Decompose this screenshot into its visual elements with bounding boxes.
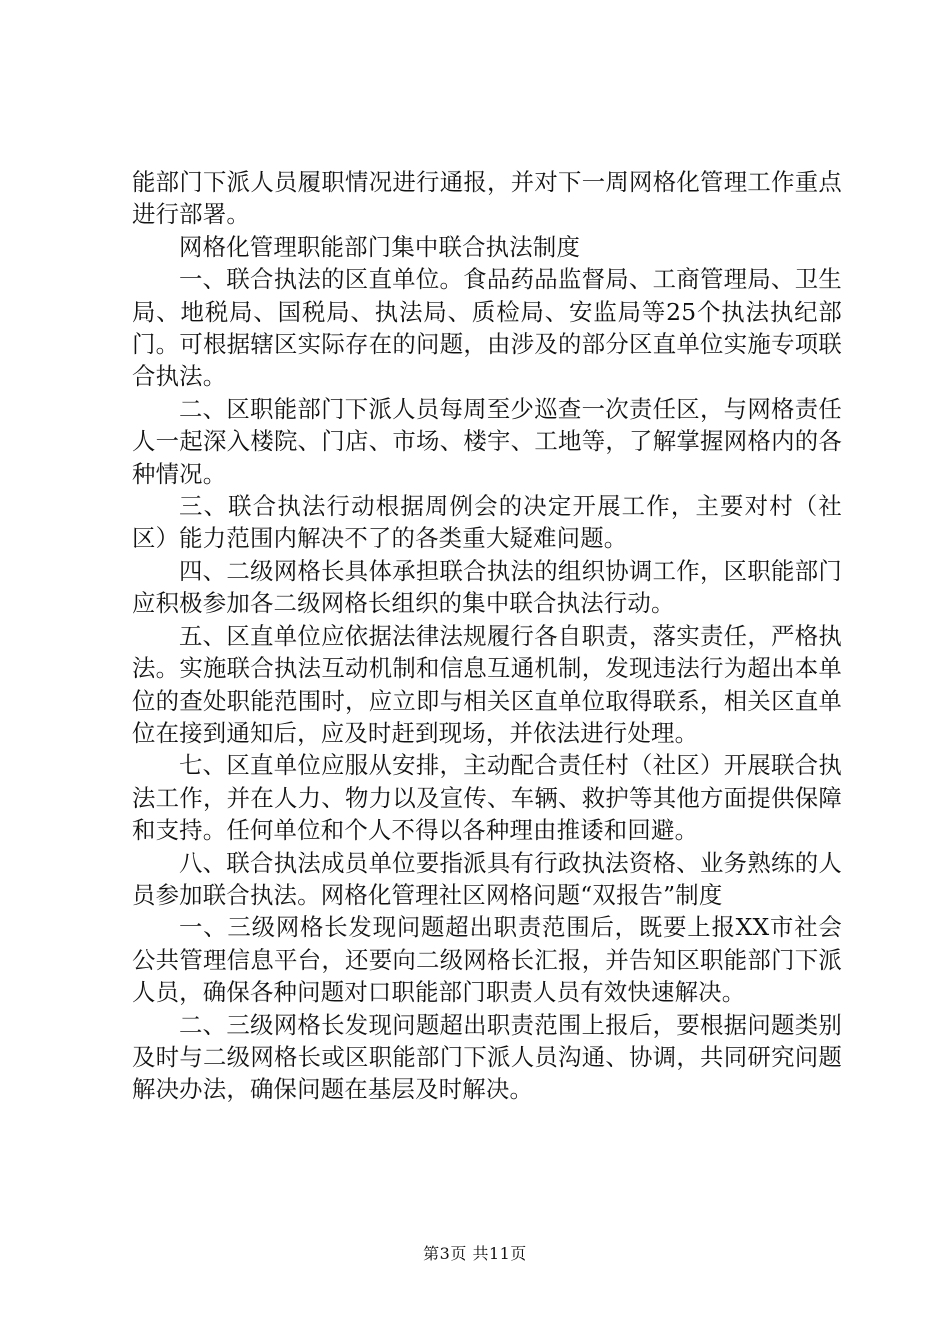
paragraph: 二、三级网格长发现问题超出职责范围上报后，要根据问题类别及时与二级网格长或区职能部门下派人员沟通、协调，共同研究问题解决办法，确保问题在基层及时解决。 [132,1010,842,1104]
paragraph: 二、区职能部门下派人员每周至少巡查一次责任区，与网格责任人一起深入楼院、门店、市场、楼宇、工地等，了解掌握网格内的各种情况。 [132,394,842,488]
page-number-footer: 第3页 共11页 [423,1244,527,1263]
paragraph: 三、联合执法行动根据周例会的决定开展工作，主要对村（社区）能力范围内解决不了的各类重大疑难问题。 [132,492,842,553]
paragraph: 七、区直单位应服从安排，主动配合责任村（社区）开展联合执法工作，并在人力、物力以及宣传、车辆、救护等其他方面提供保障和支持。任何单位和个人不得以各种理由推诿和回避。 [132,751,842,845]
section-heading: 网格化管理职能部门集中联合执法制度 [179,232,581,261]
paragraph: 八、联合执法成员单位要指派具有行政执法资格、业务熟练的人员参加联合执法。网格化管理社区网格问题“双报告”制度 [132,848,842,909]
paragraph: 一、联合执法的区直单位。食品药品监督局、工商管理局、卫生局、地税局、国税局、执法局、质检局、安监局等25个执法执纪部门。可根据辖区实际存在的问题，由涉及的部分区直单位实施专项联合执法。 [132,265,842,391]
paragraph: 能部门下派人员履职情况进行通报，并对下一周网格化管理工作重点进行部署。 [132,168,842,229]
document-body [132,166,842,1106]
paragraph: 五、区直单位应依据法律法规履行各自职责，落实责任，严格执法。实施联合执法互动机制和信息互通机制，发现违法行为超出本单位的查处职能范围时，应立即与相关区直单位取得联系，相关区直单位在接到通知后，应及时赶到现场，并依法进行处理。 [132,621,842,747]
paragraph: 一、三级网格长发现问题超出职责范围后，既要上报XX市社会公共管理信息平台，还要向二级网格长汇报，并告知区职能部门下派人员，确保各种问题对口职能部门职责人员有效快速解决。 [132,913,842,1007]
paragraph: 四、二级网格长具体承担联合执法的组织协调工作，区职能部门应积极参加各二级网格长组织的集中联合执法行动。 [132,556,842,618]
